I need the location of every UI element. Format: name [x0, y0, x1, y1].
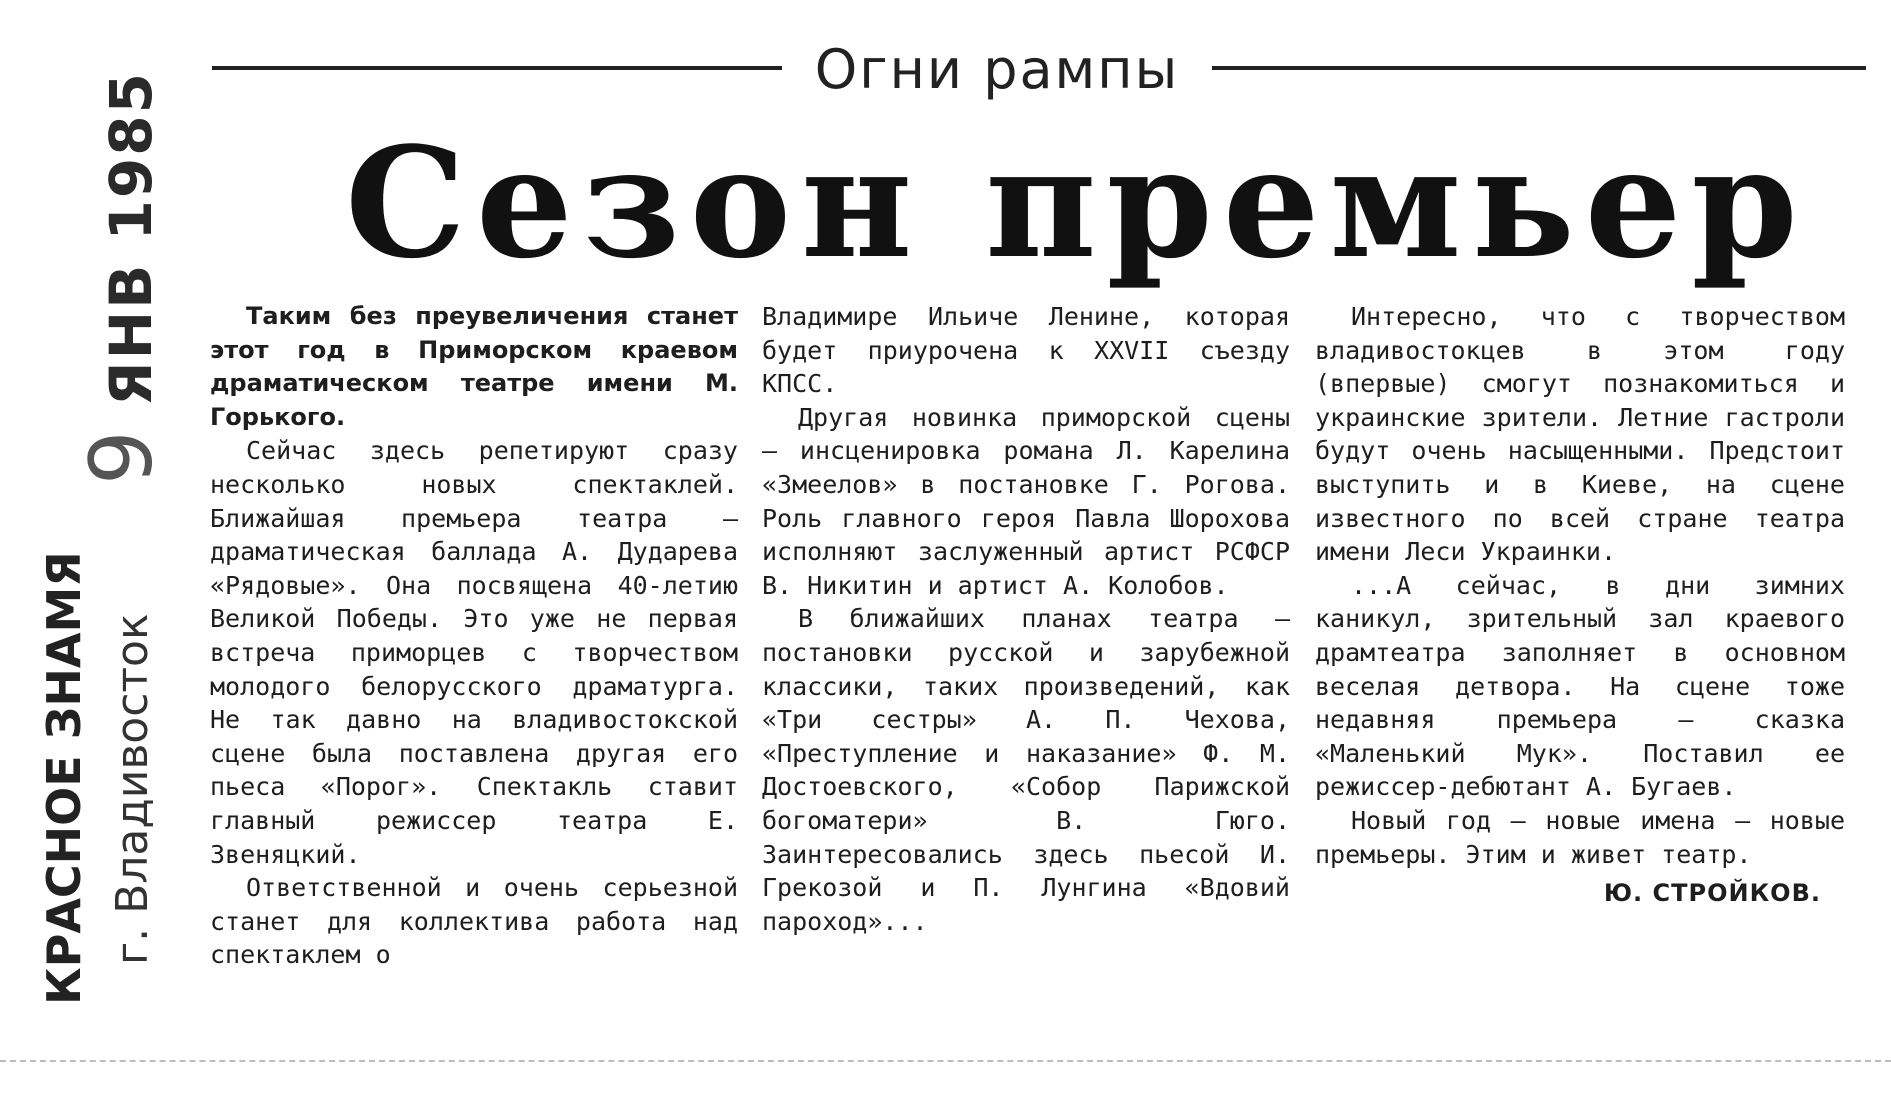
paragraph: Интересно, что с творчеством владивостокцев в этом году (впервые) смогут познакомиться и украинские зрители. Летние гастроли будут очень насыщенными. Предстоит выступить и в Киеве, на сцене известного по всей стране театра имени Леси Украинки. — [1315, 302, 1845, 567]
paragraph: Ответственной и очень серьезной станет для коллектива работа над спектаклем о — [210, 873, 738, 970]
paragraph: ...А сейчас, в дни зимних каникул, зрительный зал краевого драмтеатра заполняет в основном веселая детвора. На сцене тоже недавняя премьера — сказка «Маленький Мук». Поставил ее режиссер-дебютант А. Бугаев. — [1315, 570, 1845, 802]
stamp-newspaper-name: КРАСНОЕ ЗНАМЯ — [37, 551, 91, 1005]
paragraph: Другая новинка приморской сцены — инсценировка романа Л. Карелина «Змеелов» в постановке Г. Рогова. Роль главного героя Павла Шорохова исполняют заслуженный артист РСФСР В. Никитин и артист А. Колобов. — [762, 402, 1290, 600]
paragraph: В ближайших планах театра — постановки русской и зарубежной классики, таких произведений, как «Три сестры» А. П. Чехова, «Преступление и наказание» Ф. М. Достоевского, «Собор Парижской богоматери» В. Гюго. Заинтересовались здесь пьесой И. Грекозой и П. Лунгина «Вдовий пароход»... — [762, 604, 1290, 936]
column-3 — [1315, 300, 1845, 911]
stamp-date — [72, 71, 172, 485]
headline: Сезон премьер — [345, 113, 1808, 292]
stamp-city: г. Владивосток — [107, 613, 158, 965]
rubric-title: Огни рампы — [814, 38, 1180, 101]
paragraph: Сейчас здесь репетируют сразу несколько новых спектаклей. Ближайшая премьера театра — драматическая баллада А. Дударева «Рядовые». Она посвящена 40-летию Великой Победы. Это уже не первая встреча приморцев с творчеством молодого белорусского драматурга. Не так давно на владивостокской сцене была поставлена другая его пьеса «Порог». Спектакль ставит главный режиссер театра Е. Звеняцкий. — [210, 436, 738, 869]
paragraph-continued: Владимире Ильиче Ленине, которая будет приурочена к XXVII съезду КПСС. — [762, 302, 1290, 399]
archive-stamp — [20, 20, 180, 1020]
stamp-month-year: ЯНВ 1985 — [97, 71, 165, 407]
column-2 — [762, 300, 1290, 938]
rubric-row — [212, 38, 1866, 108]
lead-paragraph: Таким без преувеличения станет этот год в Приморском краевом драматическом театре имени М. Горького. — [210, 302, 738, 431]
column-1 — [210, 300, 738, 972]
rubric-rule-left — [212, 66, 782, 70]
author-byline: Ю. СТРОЙКОВ. — [1603, 879, 1821, 908]
paragraph: Новый год — новые имена — новые премьеры. Этим и живет театр. — [1315, 805, 1845, 869]
rubric-rule-right — [1212, 66, 1866, 70]
clipping-bottom-edge — [0, 1060, 1891, 1062]
article-body — [210, 300, 1850, 1060]
stamp-day: 9 — [72, 428, 172, 485]
